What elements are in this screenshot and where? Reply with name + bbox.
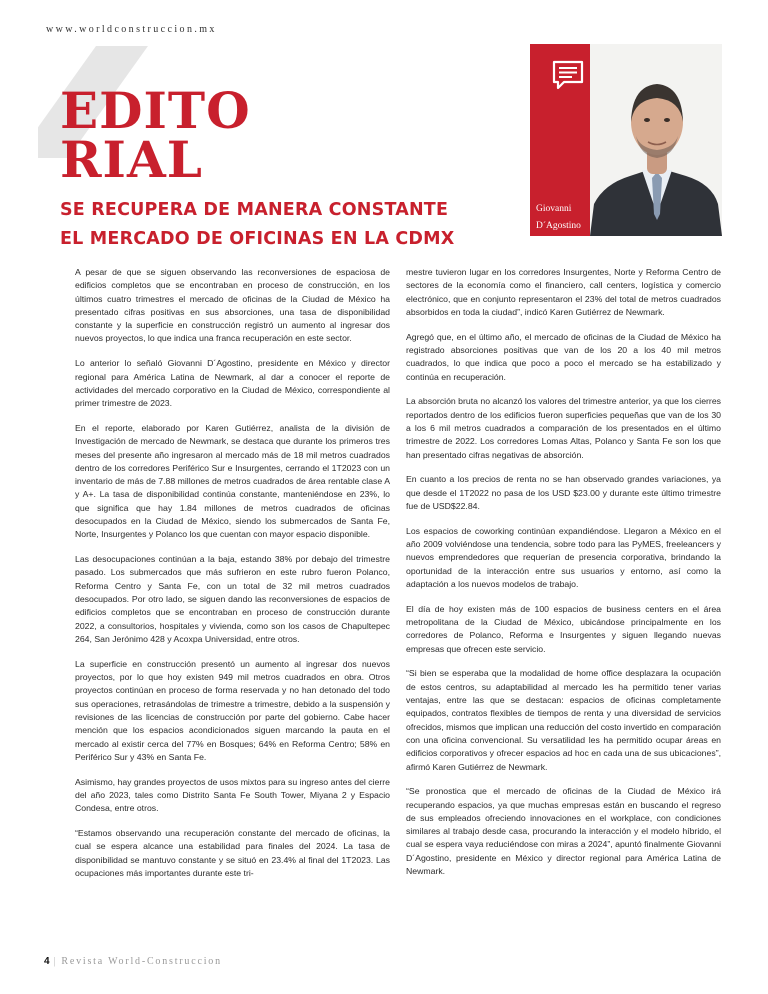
page-footer	[44, 956, 222, 967]
paragraph: Agregó que, en el último año, el mercado de oficinas de la Ciudad de México ha registrado absorciones positivas que van de los 20 a los 40 mil metros cuadrados, lo que indica que poco a poco el mercado se ha estabilizado y continúa en recuperación.	[406, 331, 721, 382]
author-first-name: Giovanni	[536, 204, 572, 214]
page-number: 4	[44, 956, 50, 967]
author-portrait	[590, 44, 722, 236]
paragraph: Las desocupaciones continúan a la baja, estando 38% por debajo del trimestre pasado. Los submercados que más sufrieron en este rubro fueron Polanco, Reforma Centro y Santa Fe, con un total de 32 mil metros cuadrados desocupados. Por otro lado, se siguen dando las reconversiones de espacios de edificios completos que se encontraban en proceso de construcción durante 2022, a consultorios, hospitales y vivienda, como son los casos de Chapultepec 264, San Jerónimo 428 y Acoxpa Universidad, entre otros.	[75, 554, 390, 644]
paragraph: En cuanto a los precios de renta no se han observado grandes variaciones, ya que desde el 1T2022 no pasa de los USD $23.00 y durante este último trimestre fue de USD$22.84.	[406, 474, 721, 511]
paragraph: Los espacios de coworking continúan expandiéndose. Llegaron a México en el año 2009 volviéndose una tendencia, sobre todo para las PyMES, freeleancers y nuevos emprendedores que requerían de presencia corporativa, brindando la oportunidad de la interacción entre sus usuarios y entorno, así como la adaptación a los nuevos modelos de trabajo.	[406, 525, 721, 589]
article-column-left	[75, 266, 390, 892]
section-title-line2: RIAL	[60, 130, 203, 189]
paragraph: A pesar de que se siguen observando las reconversiones de espaciosa de edificios completos que se encontraban en proceso de construcción, en los últimos cuatro trimestres el mercado de oficinas de la Ciudad de México ha presentado cifras positivas en sus absorciones, una tasa de disponibilidad constante y la superficie en construcción registró un aumento al ingresar dos nuevos proyectos, lo que indica una franca recuperación en este sector.	[75, 267, 390, 344]
section-title-line1: EDITO	[60, 81, 251, 140]
paragraph: “Estamos observando una recuperación constante del mercado de oficinas, la cual se espera alcance una estabilidad para finales del 2024. La tasa de disponibilidad se mantuvo constante y se situó en 23.4% al final del 1T2023. Las ocupaciones más importantes durante este tri-	[75, 827, 390, 878]
paragraph: mestre tuvieron lugar en los corredores Insurgentes, Norte y Reforma Centro de sectores de la economía como el financiero, call centers, logística y comercio electrónico, que en conjunto representaron el 23% del total de metros cuadrados absorbidos en toda la ciudad”, indicó Karen Gutiérrez de Newmark.	[406, 267, 721, 317]
author-panel-red-bar	[530, 44, 590, 236]
author-name	[536, 201, 590, 235]
comment-icon	[552, 60, 584, 90]
paragraph: Lo anterior lo señaló Giovanni D´Agostino, presidente en México y director regional para América Latina de Newmark, al dar a conocer el reporte de actividades del mercado corporativo en la Ciudad de México, correspondiente al primer trimestre de 2023.	[75, 358, 390, 409]
site-url: www.worldconstruccion.mx	[46, 24, 217, 35]
article-column-right	[406, 266, 721, 890]
author-last-name: D´Agostino	[536, 221, 581, 231]
paragraph: Asimismo, hay grandes proyectos de usos mixtos para su ingreso antes del cierre del año 2023, tales como Distrito Santa Fe South Tower, Miyana 2 y Espacio Condesa, entre otros.	[75, 776, 390, 814]
footer-separator: |	[53, 956, 58, 967]
paragraph: La absorción bruta no alcanzó los valores del trimestre anterior, ya que los cierres reportados dentro de los edificios fueron superficies pequeñas que van de los 30 a los 6 mil metros cuadrados a comparación de los presentados en el último trimestre de 2022. Los corredores Lomas Altas, Polanco y Santa Fe son los que han presentado cifras negativas de absorción.	[406, 396, 721, 460]
author-panel	[530, 44, 722, 236]
section-title	[60, 81, 251, 189]
paragraph: En el reporte, elaborado por Karen Gutiérrez, analista de la división de Investigación de mercado de Newmark, se destaca que durante los primeros tres meses del presente año ingresaron al mercado más de 18 mil metros cuadrados dentro de los corredores Periférico Sur e Insurgentes, cerrando el 1T2023 con un inventario de más de 7.88 millones de metros cuadrados de área rentable clase A y A+. La tasa de disponibilidad continúa constante, manteniéndose en 23%, lo que significa que hay 1.84 millones de metros cuadrados de oficinas desocupados en la Ciudad de México, siendo los submercados de Santa Fe, Norte, Insurgentes y Polanco los que cuentan con mayor espacio disponible.	[75, 422, 390, 540]
paragraph: “Si bien se esperaba que la modalidad de home office desplazara la ocupación de estos centros, su adaptabilidad al mercado les ha permitido tener varias ventajas, entre las que se destacan: espacios de oficinas completamente equipados, contratos flexibles de tiempos de renta y una diversidad de servicios ofrecidos, mismos que implican una reducción del costo invertido en comparación con una oficina convencional. Su versatilidad les ha permitido ocupar áreas en edificios corporativos y ofrecer espacios ad hoc en cada una de sus ubicaciones”, afirmó Karen Gutiérrez de Newmark.	[406, 668, 721, 772]
paragraph: El día de hoy existen más de 100 espacios de business centers en el área metropolitana de la Ciudad de México, ubicándose principalmente en los corredores de Polanco, Reforma e Insurgentes y siguen llegando nuevas empresas que ofrecen este servicio.	[406, 603, 721, 654]
article-headline	[60, 196, 510, 254]
publication-name: Revista World-Construccion	[61, 956, 222, 967]
headline-line1: SE RECUPERA DE MANERA CONSTANTE	[60, 200, 449, 220]
headline-line2: EL MERCADO DE OFICINAS EN LA CDMX	[60, 229, 455, 249]
paragraph: La superficie en construcción presentó un aumento al ingresar dos nuevos proyectos, por lo que hoy existen 949 mil metros cuadrados en obra. Otros proyectos continúan en proceso de forma reservada y no han detonado del todo sus operaciones, retrasándolas de trimestre a trimestre, debido a la suspensión y revisiones de las licencias de construcción por parte del gobierno. Cabe hacer mención que los espacios acondicionados siguen marcando la pauta en el mercado al existir cerca del 77% en Bosques; 64% en Reforma Centro; 58% en Periférico Sur y 43% en Santa Fe.	[75, 658, 390, 762]
paragraph: “Se pronostica que el mercado de oficinas de la Ciudad de México irá recuperando espacios, ya que muchas empresas están en buscando el regreso de sus empleados ofreciendo innovaciones en el workplace, con condiciones similares al trabajo desde casa, procurando la interacción y el modelo híbrido, el cual se espera vaya reduciéndose con miras a 2024”, apuntó finalmente Giovanni D´Agostino, presidente en México y director regional para América Latina de Newmark.	[406, 786, 721, 877]
